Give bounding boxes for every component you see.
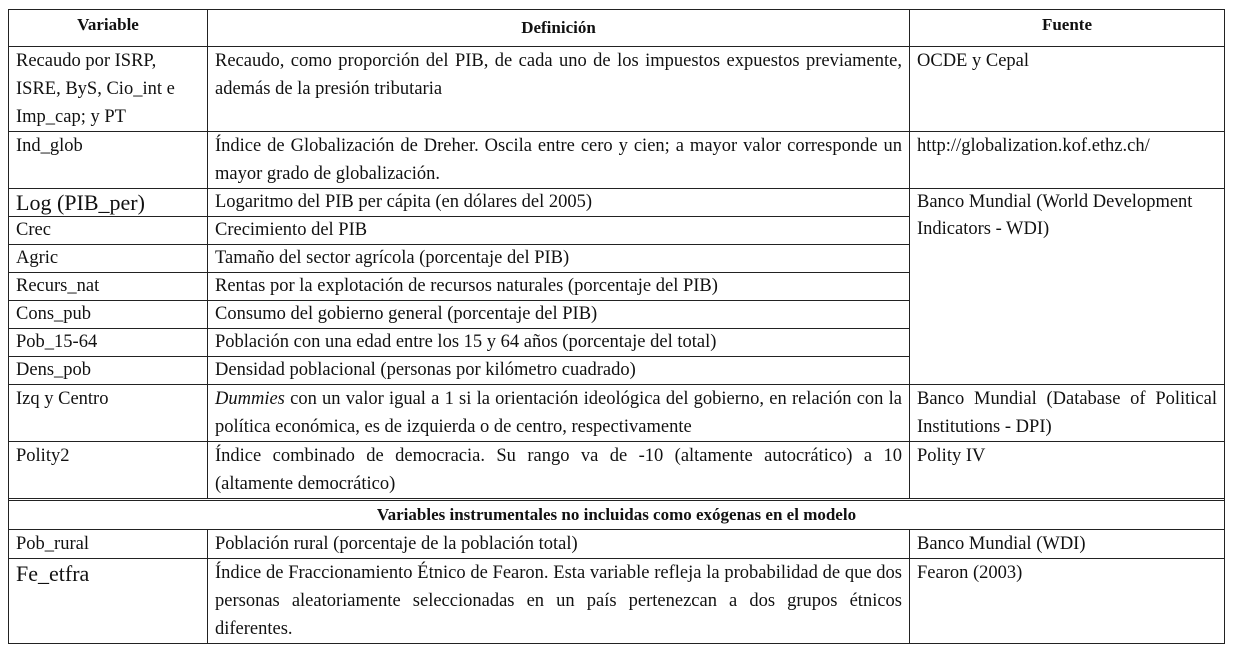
fuente-cell: OCDE y Cepal — [910, 47, 1225, 132]
table-row — [9, 385, 1225, 442]
dummies-italic: Dummies — [215, 389, 285, 409]
table-row — [9, 189, 1225, 217]
variable-cell: Polity2 — [9, 442, 208, 499]
table-row — [9, 442, 1225, 499]
definicion-cell: Índice de Globalización de Dreher. Oscila entre cero y cien; a mayor valor corresponde un mayor grado de globalización. — [208, 132, 910, 189]
variable-cell: Cons_pub — [9, 301, 208, 329]
fuente-cell: Banco Mundial (World Development Indicators - WDI) — [910, 189, 1225, 385]
section-title: Variables instrumentales no incluidas como exógenas en el modelo — [9, 501, 1225, 530]
definicion-cell: Crecimiento del PIB — [208, 217, 910, 245]
section-row — [9, 501, 1225, 530]
definicion-cell: Tamaño del sector agrícola (porcentaje del PIB) — [208, 245, 910, 273]
definicion-cell: Índice de Fraccionamiento Étnico de Fearon. Esta variable refleja la probabilidad de que dos personas aleatoriamente seleccionadas en un país pertenezcan a dos grupos étnicos diferentes. — [208, 559, 910, 644]
definicion-cell: Recaudo, como proporción del PIB, de cada uno de los impuestos expuestos previamente, además de la presión tributaria — [208, 47, 910, 132]
fuente-cell: http://globalization.kof.ethz.ch/ — [910, 132, 1225, 189]
header-row — [9, 10, 1225, 47]
variable-cell: Pob_15-64 — [9, 329, 208, 357]
variable-cell: Fe_etfra — [9, 559, 208, 644]
variable-cell: Izq y Centro — [9, 385, 208, 442]
definicion-cell: Índice combinado de democracia. Su rango va de -10 (altamente autocrático) a 10 (altamente democrático) — [208, 442, 910, 499]
definicion-cell: Población rural (porcentaje de la población total) — [208, 530, 910, 559]
header-fuente: Fuente — [910, 10, 1225, 47]
table-row — [9, 559, 1225, 644]
table-row — [9, 530, 1225, 559]
variable-cell: Log (PIB_per) — [9, 189, 208, 217]
definicion-cell — [208, 385, 910, 442]
variable-cell: Dens_pob — [9, 357, 208, 385]
definicion-cell: Rentas por la explotación de recursos naturales (porcentaje del PIB) — [208, 273, 910, 301]
definicion-cell: Logaritmo del PIB per cápita (en dólares del 2005) — [208, 189, 910, 217]
variable-cell: Pob_rural — [9, 530, 208, 559]
variable-cell: Agric — [9, 245, 208, 273]
fuente-cell: Banco Mundial (Database of Political Institutions - DPI) — [910, 385, 1225, 442]
fuente-cell: Banco Mundial (WDI) — [910, 530, 1225, 559]
table-row — [9, 47, 1225, 132]
definicion-cell: Consumo del gobierno general (porcentaje del PIB) — [208, 301, 910, 329]
definicion-cell: Densidad poblacional (personas por kilómetro cuadrado) — [208, 357, 910, 385]
variable-cell: Crec — [9, 217, 208, 245]
fuente-cell: Fearon (2003) — [910, 559, 1225, 644]
variable-cell: Ind_glob — [9, 132, 208, 189]
variable-cell: Recurs_nat — [9, 273, 208, 301]
fuente-cell: Polity IV — [910, 442, 1225, 499]
variable-cell: Recaudo por ISRP, ISRE, ByS, Cio_int e Imp_cap; y PT — [9, 47, 208, 132]
header-variable: Variable — [9, 10, 208, 47]
definicion-cell: Población con una edad entre los 15 y 64 años (porcentaje del total) — [208, 329, 910, 357]
definicion-text: con un valor igual a 1 si la orientación ideológica del gobierno, en relación con la política económica, es de izquierda o de centro, respectivamente — [215, 389, 902, 437]
table-row — [9, 132, 1225, 189]
variables-table — [8, 9, 1225, 644]
header-definicion: Definición — [208, 10, 910, 47]
